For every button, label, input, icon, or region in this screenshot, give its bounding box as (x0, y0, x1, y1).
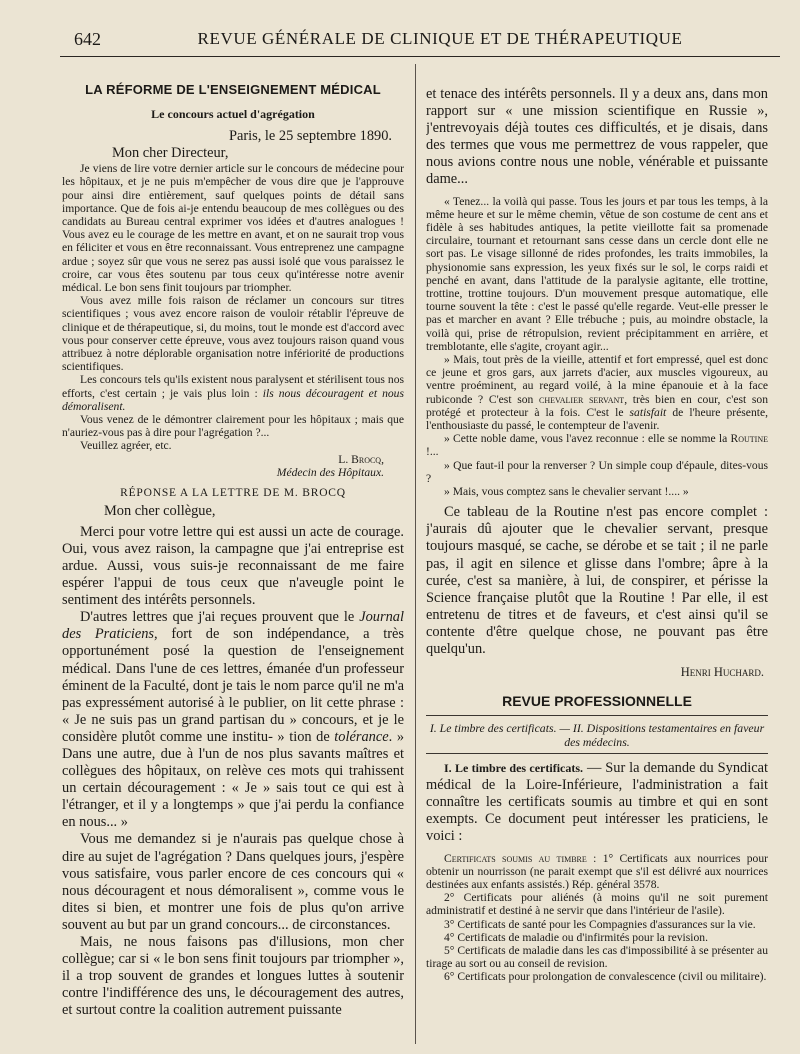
certificate-item: 2° Certificats pour aliénés (à moins qu'il ne soit purement administratif et destiné à ne servir que dans l'intérieur de l'asile). (426, 891, 768, 918)
certificate-item: 3° Certificats de santé pour les Compagnies d'assurances sur la vie. (444, 917, 756, 931)
section-title: LA RÉFORME DE L'ENSEIGNEMENT MÉDICAL (85, 82, 381, 97)
section-rule (426, 715, 768, 716)
column-divider (415, 64, 416, 1044)
continued-paragraph: et tenace des intérêts personnels. Il y a deux ans, dans mon rapport sur « une mission scientifique en Russie », j'entrevoyais déjà toutes ces difficultés, et je disais, dans des termes que vous me permettrez de vous rappeler, que nous avions contre nous une noble, vénérable et puissante dame... (426, 86, 768, 188)
dateline: Paris, le 25 septembre 1890. (228, 128, 392, 144)
letter-closing: Veuillez agréer, etc. (80, 439, 172, 453)
reply-paragraph: Mais, ne nous faisons pas d'illusions, mon cher collègue; car si « le bon sens finit toujours par triompher », il a trop souvent de grandes et longues luttes à soutenir contre l'indifférence des uns, le découragement des autres, et surtout contre la coalition autrement puissante (62, 934, 404, 1019)
running-title: REVUE GÉNÉRALE DE CLINIQUE ET DE THÉRAPEUTIQUE (197, 29, 683, 48)
page-header (60, 26, 780, 57)
letter-paragraph: Je viens de lire votre dernier article sur le concours de médecine pour les hôpitaux, et je ne puis m'empêcher de vous dire que je l'approuve pour ainsi dire entièrement, sauf quelques points de détail sans importance. Que de fois ai-je entendu beaucoup de mes collègues ou des candidats au Bureau central exprimer vos idées et d'autres analogues ! Vous avez eu le courage de les mettre en avant, et on ne saurait trop vous en féliciter et vous en être reconnaissant. Vous entreprenez une campagne ardue ; soyez sûr que vous ne serez pas aussi isolé que vous paraissez le croire, car vous êtes soutenu par tous ceux qu'intéresse notre avenir médical. Le bon sens finit toujours par triompher. (62, 162, 404, 295)
right-column (426, 86, 768, 1054)
quote-paragraph: « Tenez... la voilà qui passe. Tous les jours et par tous les temps, à la même heure et sur le même chemin, vêtue de son costume de cent ans et fidèle à ses habitudes antiques, la petite vieillotte fait sa promenade circulaire, tournant et retournant sans cesse dans un cercle dont elle ne sort pas. Le visage sillonné de rides profondes, les traits immobiles, la physionomie sans expression, les yeux fixés sur le sol, le corps raidi et penché en avant, dans l'attitude de la paralysie agitante, elle trottine, trottine, trottine toujours. D'un mouvement presque automatique, elle tourne souvent la tête : c'est le passé qu'elle regarde. Veut-elle presser le pas et marcher en avant ? Elle trébuche ; puis, au moindre obstacle, la voilà qui, prise de rétropulsion, revient précipitamment en arrière, et tremblotante, elle s'agite, croyant agir... (426, 194, 768, 353)
page-number: 642 (74, 29, 101, 49)
letter-paragraph: Vous avez mille fois raison de réclamer un concours sur titres scientifiques ; vous avez encore raison de vouloir rétablir l'épreuve de clinique et de thérapeutique, si, du moins, tout le monde est d'accord avec vous pour conserver cette épreuve, vous avez toujours raison quand vous attribuez à notre déplorable organisation notre infériorité de productions scientifiques. (62, 294, 404, 374)
continued-paragraph: Ce tableau de la Routine n'est pas encore complet : j'aurais dû ajouter que le chevalier servant, presque toujours masqué, se cache, se dérobe et se tait ; il ne parle pas, il agit en silence et glisse dans l'ombre; âpre à la curée, c'est sa manière, à lui, de conspirer, et périsse la Science française plutôt que la Routine ! Par elle, il est entretenu de titres et de faveurs, et c'est ainsi qu'il se contente d'être quelque chose, ne pouvant pas être quelqu'un. (426, 504, 768, 657)
letter-paragraph: Vous venez de le démontrer clairement pour les hôpitaux ; mais que n'auriez-vous pas à dire pour l'agrégation ?... (62, 413, 404, 440)
reply-paragraph: Vous me demandez si je n'aurais pas quelque chose à dire au sujet de l'agrégation ? Dans quelques jours, j'espère vous satisfaire, vous parler encore de ces concours qui « nous découragent et nous démoralisent », comme vous le dites si bien, et montrer une fois de plus qu'on arrive souvent au but par un grand concours... de circonstances. (62, 831, 404, 933)
quote-paragraph: » Cette noble dame, vous l'avez reconnue : elle se nomme la Routine !... (426, 432, 768, 459)
article-signature: Henri Huchard. (680, 665, 764, 680)
section-title-professional: REVUE PROFESSIONNELLE (502, 693, 692, 710)
salutation: Mon cher Directeur, (112, 145, 229, 162)
reply-title: RÉPONSE A LA LETTRE DE M. BROCQ (120, 486, 346, 499)
section-rule (426, 753, 768, 754)
certificate-item: 6° Certificats pour prolongation de convalescence (civil ou militaire). (444, 970, 767, 984)
quote-paragraph: » Que faut-il pour la renverser ? Un simple coup d'épaule, dites-vous ? (426, 458, 768, 485)
article-subtitle: Le concours actuel d'agrégation (151, 107, 315, 121)
left-column (62, 78, 404, 1046)
reply-salutation: Mon cher collègue, (104, 502, 216, 519)
timbre-paragraph: I. Le timbre des certificats. — Sur la demande du Syndicat médical de la Loire-Inférieure, l'administration a fait connaître les certificats soumis au timbre et qui en sont exempts. Ce document peut intéresser les praticiens, le voici : (426, 760, 768, 845)
certificate-item: Certificats soumis au timbre : 1° Certificats aux nourrices pour obtenir un nourrisson (ne parait exempt que s'il est délivré aux nourrices destinées aux enfants assistés.) Rép. général 3578. (426, 851, 768, 891)
quote-paragraph: » Mais, tout près de la vieille, attentif et fort empressé, quel est donc ce jeune et gros gars, aux jarrets d'acier, aux muscles vigoureux, au ventre proéminent, au regard voilé, à la mine épanouie et à la face rubiconde ? C'est son chevalier servant, très bien en cour, c'est son protégé et protecteur à la fois. C'est le satisfait de l'heure présente, l'enthousiaste du passé, le contempteur de l'avenir. (426, 353, 768, 433)
section-contents: I. Le timbre des certificats. — II. Dispositions testamentaires en faveur des médecins. (429, 721, 765, 749)
certificate-item: 4° Certificats de maladie ou d'infirmités pour la revision. (444, 930, 708, 944)
reply-paragraph: D'autres lettres que j'ai reçues prouvent que le Journal des Praticiens, fort de son indépendance, a très opportunément posé la question de l'enseignement médical. Dans l'une de ces lettres, émanée d'un professeur éminent de la Faculté, dont je tais le nom parce qu'il ne m'a pas expressément autorisé à le publier, on lit cette phrase : « Je ne suis pas un grand partisan du » concours, et je le considère plutôt comme une institu- » tion de tolérance. » Dans une autre, due à l'un de nos plus savants maîtres et collègues des hôpitaux, on relève ces mots qui trahissent un certain découragement : « Je » sais tout ce qui est à l'étranger, et il y a longtemps » que j'ai perdu la confiance en nous... » (62, 609, 404, 831)
letter-paragraph: Les concours tels qu'ils existent nous paralysent et stérilisent tous nos efforts, c'est certain ; je vais plus loin : ils nous découragent et nous démoralisent. (62, 373, 404, 413)
certificate-item: 5° Certificats de maladie dans les cas d'impossibilité à se présenter au tirage au sort ou au conseil de revision. (426, 943, 768, 971)
quote-paragraph: » Mais, vous comptez sans le chevalier servant !.... » (444, 485, 689, 499)
letter-signature: L. Brocq, Médecin des Hôpitaux. (276, 452, 384, 479)
reply-paragraph: Merci pour votre lettre qui est aussi un acte de courage. Oui, vous avez raison, la campagne que j'ai entreprise est ardue. Aussi, vous suis-je reconnaissant de me faire espérer l'appui de tous ceux que n'aveugle point le sentiment des intérêts personnels. (62, 523, 404, 609)
